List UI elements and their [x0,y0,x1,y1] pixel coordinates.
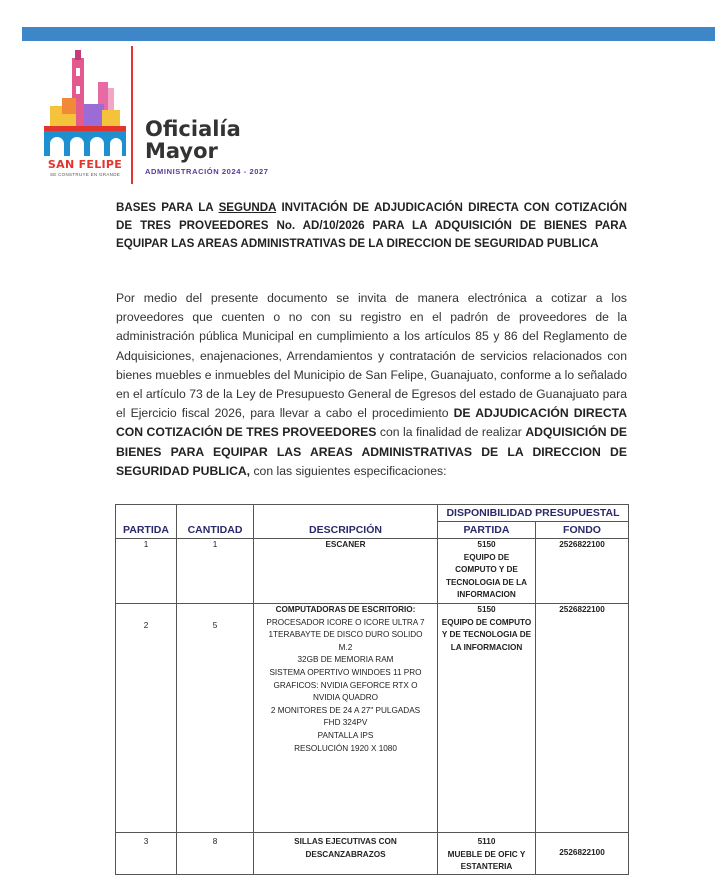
office-title-line1: Oficialía [145,117,241,141]
specifications-table [115,504,629,875]
desc-line: SISTEMA OPERTIVO WINDOES 11 PRO [269,667,422,677]
intro-paragraph [116,289,627,481]
heading-part1: BASES PARA LA [116,201,219,214]
budget-line: 5150 [477,605,496,614]
document-heading [116,199,627,253]
heading-underlined: SEGUNDA [218,201,277,214]
intro-text2: con la finalidad de realizar [376,425,526,440]
office-title-line2: Mayor [145,139,218,163]
intro-bold2: ADQUISICIÓN DE BIENES PARA EQUIPAR LAS AREAS ADMINISTRATIVAS DE LA DIRECCION DE SEGURIDAD PUBLICA, [116,425,628,478]
row-cantidad: 8 [177,833,254,875]
row-partida: 1 [116,539,177,604]
row-cantidad: 5 [177,604,254,833]
budget-line: COMPUTO Y DE [455,565,518,575]
desc-line: PROCESADOR ICORE O ICORE ULTRA 7 [266,617,425,627]
budget-line: EQUIPO DE COMPUTO [441,617,532,627]
row-fondo: 2526822100 [536,604,629,833]
budget-line: 5150 [477,540,496,549]
desc-line: ESCANER [325,540,366,549]
desc-title: COMPUTADORAS DE ESCRITORIO: [275,605,416,614]
header-partida: PARTIDA [116,522,177,539]
budget-availability-header: DISPONIBILIDAD PRESUPUESTAL [438,505,629,522]
intro-text1: Por medio del presente documento se invita de manera electrónica a cotizar a los proveedores que cuenten o no con su registro en el padrón de proveedores de la administración pública Municipal en cumplimiento a los artículos 85 y 86 del Reglamento de Adquisiciones, enajenaciones, Arrendamientos y contratación de servicios relacionados con bienes muebles e inmuebles del Municipio de San Felipe, Guanajuato, conforme a lo señalado en el artículo 73 de la Ley de Presupuesto General de Egresos del estado de Guanajuato para el Ejercicio fiscal 2026, para llevar a cabo el procedimiento [116,291,627,421]
header-fondo: FONDO [536,522,629,539]
desc-line: GRAFICOS: NVIDIA GEFORCE RTX O [273,680,418,690]
budget-line: TECNOLOGIA DE LA [445,577,528,587]
budget-line: INFORMACION [457,590,516,600]
row-partida: 2 [116,604,177,833]
desc-line: DESCANZABRAZOS [305,849,386,859]
table-row [116,604,629,833]
table-row [116,539,629,604]
desc-line: PANTALLA IPS [317,730,374,740]
budget-line: ESTANTERIA [460,862,513,872]
desc-line: 2 MONITORES DE 24 A 27" PULGADAS [270,705,421,715]
top-color-bar [22,27,715,41]
row-descripcion [254,833,438,875]
desc-line: NVIDIA QUADRO [312,693,379,703]
logo-name: SAN FELIPE [47,158,123,171]
desc-line: 32GB DE MEMORIA RAM [297,655,394,665]
desc-line: M.2 [338,642,353,652]
row-budget-partida [438,833,536,875]
row-descripcion [254,604,438,833]
desc-line: SILLAS EJECUTIVAS CON [294,837,397,846]
desc-line: 1TERABAYTE DE DISCO DURO SOLIDO [268,630,423,640]
row-cantidad: 1 [177,539,254,604]
row-descripcion [254,539,438,604]
logo-slogan: SE CONSTRUYE EN GRANDE [49,172,121,177]
logo-text [30,158,140,177]
office-brand [145,118,269,176]
heading-part2: INVITACIÓN DE ADJUDICACIÓN DIRECTA CON COTIZACIÓN DE TRES PROVEEDORES No. AD/10/2026 PARA LA ADQUISICIÓN DE BIENES PARA EQUIPAR LAS AREAS ADMINISTRATIVAS DE LA DIRECCION DE SEGURIDAD PUBLICA [116,201,627,250]
header-descripcion: DESCRIPCIÓN [254,522,438,539]
budget-line: MUEBLE DE OFIC Y [447,849,526,859]
row-budget-partida [438,604,536,833]
header-cantidad: CANTIDAD [177,522,254,539]
administration-period: ADMINISTRACIÓN 2024 - 2027 [145,167,269,176]
budget-line: 5110 [477,837,496,846]
row-budget-partida [438,539,536,604]
row-partida: 3 [116,833,177,875]
desc-line: FHD 324PV [323,718,368,728]
header-budget-partida: PARTIDA [438,522,536,539]
table-group-header-row [116,505,629,522]
row-fondo: 2526822100 [536,833,629,875]
logo-divider [131,46,133,184]
budget-line: LA INFORMACION [450,642,523,652]
intro-bold1: DE ADJUDICACIÓN DIRECTA CON COTIZACIÓN DE TRES PROVEEDORES [116,406,627,440]
budget-line: EQUIPO DE [463,552,510,562]
budget-line: Y DE TECNOLOGIA DE [441,630,532,640]
row-fondo: 2526822100 [536,539,629,604]
intro-text3: con las siguientes especificaciones: [250,463,447,478]
table-header-row [116,522,629,539]
desc-line: RESOLUCIÓN 1920 X 1080 [294,743,397,753]
table-row [116,833,629,875]
